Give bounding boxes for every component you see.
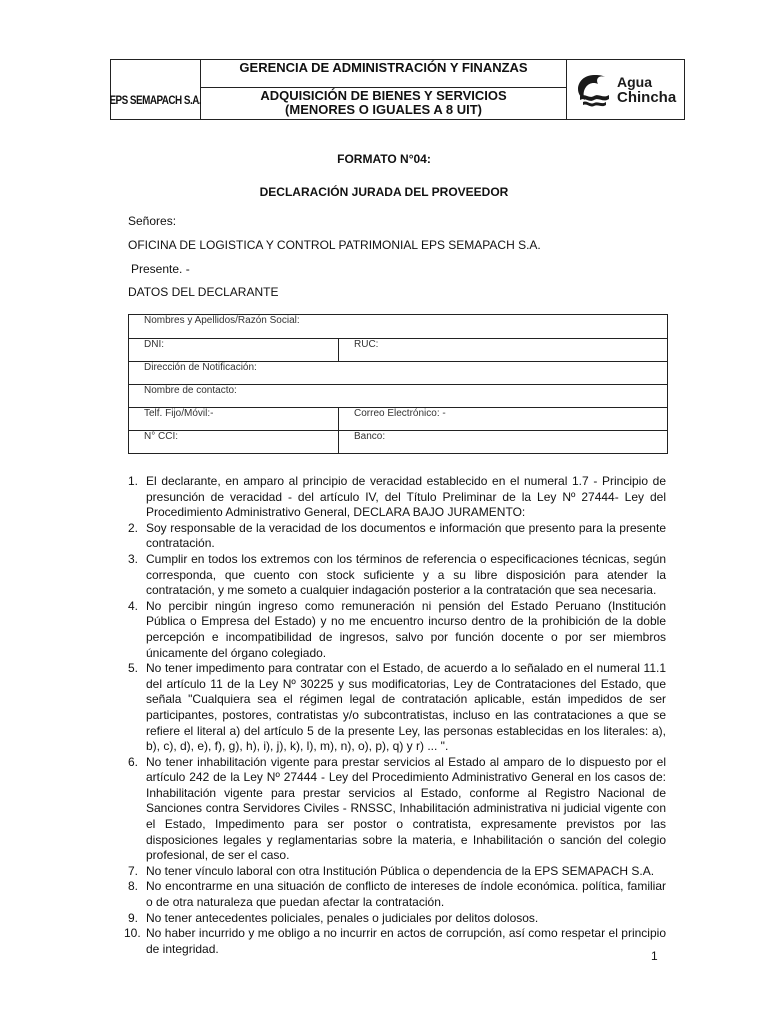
declaration-item — [128, 552, 666, 599]
declaration-item — [128, 864, 666, 880]
declaration-list — [124, 474, 666, 957]
formato-label: FORMATO N°04: — [337, 152, 431, 166]
declaration-item-text: No encontrarme en una situación de conflicto de intereses de índole económica. política, familiar o de otra naturaleza que puedan afectar la contratación. — [146, 879, 666, 910]
header-subtitle-line1: ADQUISICIÓN DE BIENES Y SERVICIOS — [260, 88, 507, 103]
logo-text — [617, 74, 676, 106]
header-title-cell — [201, 60, 567, 119]
logo-line2: Chincha — [617, 88, 677, 106]
declaration-item-text: No percibir ningún ingreso como remuneración ni pensión del Estado Peruano (Institución Pública o Empresa del Estado) y no me encuentro incurso dentro de la prohibición de la doble percepción e incompatibilidad de ingresos, salvo por función docente o por ser miembros únicamente del órgano colegiado. — [146, 598, 666, 660]
page-number: 1 — [651, 949, 658, 963]
recipient-office: OFICINA DE LOGISTICA Y CONTROL PATRIMONIAL EPS SEMAPACH S.A. — [128, 238, 541, 252]
declaration-item — [128, 474, 666, 521]
document-heading: DECLARACIÓN JURADA DEL PROVEEDOR — [259, 185, 509, 199]
declarant-data-table — [128, 314, 668, 454]
declaration-item-text: No tener inhabilitación vigente para prestar servicios al Estado al amparo de lo dispuesto por el artículo 242 de la Ley Nº 27444 - Ley del Procedimiento Administrativo General en los casos de: Inhabilitación vigente para prestar servicios al Estado, conforme al Registro Nacional de Sanciones contra Servidores Civiles - RNSSC, Inhabilitación administrativa ni judicial vigente con el Estado, Impedimento para ser postor o contratista, expresamente previstos por las disposiciones legales y reglamentarias sobre la materia, e Inhabilitación o sanción del colegio profesional, de ser el caso. — [146, 754, 666, 863]
declaration-item — [128, 521, 666, 552]
presente-label: Presente. - — [131, 262, 190, 276]
field-dni[interactable]: DNI: — [129, 339, 339, 362]
declaration-item — [128, 911, 666, 927]
declaration-item-number: 5. — [128, 661, 139, 676]
declaration-item-number: 3. — [128, 551, 139, 566]
declaration-item-text: No haber incurrido y me obligo a no incurrir en actos de corrupción, así como respetar el principio de integridad. — [146, 926, 666, 956]
declaration-item — [128, 755, 666, 864]
declaration-item-text: No tener impedimento para contratar con el Estado, de acuerdo a lo señalado en el numeral 11.1 del artículo 11 de la Ley Nº 30225 y sus modificatorias, Ley de Contrataciones del Estado, que señala "Cualquiera sea el régimen legal de contratación aplicable, están impedidos de ser participantes, postores, contratistas y/o subcontratistas, incluso en las contrataciones a que se refiere el literal a) del artículo 5 de la presente Ley, las personas establecidas en los literales: a), b), c), d), e), f), g), h), i), j), k), l), m), n), o), p), q) y r) ... ". — [146, 661, 666, 754]
field-nombres[interactable]: Nombres y Apellidos/Razón Social: — [129, 315, 668, 339]
section-datos-declarante: DATOS DEL DECLARANTE — [128, 285, 279, 299]
field-contacto[interactable]: Nombre de contacto: — [129, 385, 668, 408]
field-banco[interactable]: Banco: — [339, 431, 668, 454]
declaration-item-number: 1. — [128, 474, 139, 488]
declaration-item — [128, 879, 666, 910]
declaration-item — [128, 661, 666, 755]
field-ruc[interactable]: RUC: — [339, 339, 668, 362]
field-cci[interactable]: N° CCI: — [129, 431, 339, 454]
logo-line1: Agua — [617, 73, 652, 90]
declaration-item-number: 2. — [128, 520, 139, 535]
declaration-item-number: 10. — [124, 926, 141, 941]
field-telefono[interactable]: Telf. Fijo/Móvil:- — [129, 408, 339, 431]
declaration-item-text: Soy responsable de la veracidad de los documentos e información que presento para la presente contratación. — [146, 520, 666, 551]
field-direccion[interactable]: Dirección de Notificación: — [129, 362, 668, 385]
salutation: Señores: — [128, 214, 177, 228]
field-correo[interactable]: Correo Electrónico: - — [339, 408, 668, 431]
declaration-item-text: El declarante, en amparo al principio de veracidad establecido en el numeral 1.7 - Principio de presunción de veracidad - del artículo IV, del Título Preliminar de la Ley Nº 27444- Ley del Procedimiento Administrativo General, DECLARA BAJO JURAMENTO: — [146, 474, 666, 520]
declaration-item-number: 4. — [128, 598, 139, 613]
declaration-item-text: No tener antecedentes policiales, penales o judiciales por delitos dolosos. — [146, 910, 539, 925]
company-cell — [111, 60, 201, 119]
agua-chincha-logo-icon — [575, 72, 613, 108]
company-name: EPS SEMAPACH S.A. — [109, 95, 202, 107]
declaration-item-number: 8. — [128, 879, 139, 894]
header-subtitle — [201, 88, 566, 117]
logo-cell — [567, 60, 684, 119]
declaration-item-number: 7. — [128, 863, 139, 878]
declaration-item-text: Cumplir en todos los extremos con los términos de referencia o especificaciones técnicas, según corresponda, que cuento con stock suficiente y a su libre disposición para atender la contratación, y me someto a cualquier indagación posterior a la contratación que sea necesaria. — [146, 551, 666, 598]
header-subtitle-line2: (MENORES O IGUALES A 8 UIT) — [285, 102, 482, 117]
declaration-item-number: 6. — [128, 754, 139, 769]
declaration-item-number: 9. — [128, 910, 139, 925]
declaration-item — [124, 926, 666, 957]
declaration-item-text: No tener vínculo laboral con otra Institución Pública o dependencia de la EPS SEMAPACH S.A. — [146, 863, 655, 878]
header-title: GERENCIA DE ADMINISTRACIÓN Y FINANZAS — [201, 60, 566, 88]
declaration-item — [128, 599, 666, 661]
document-header — [110, 59, 685, 120]
